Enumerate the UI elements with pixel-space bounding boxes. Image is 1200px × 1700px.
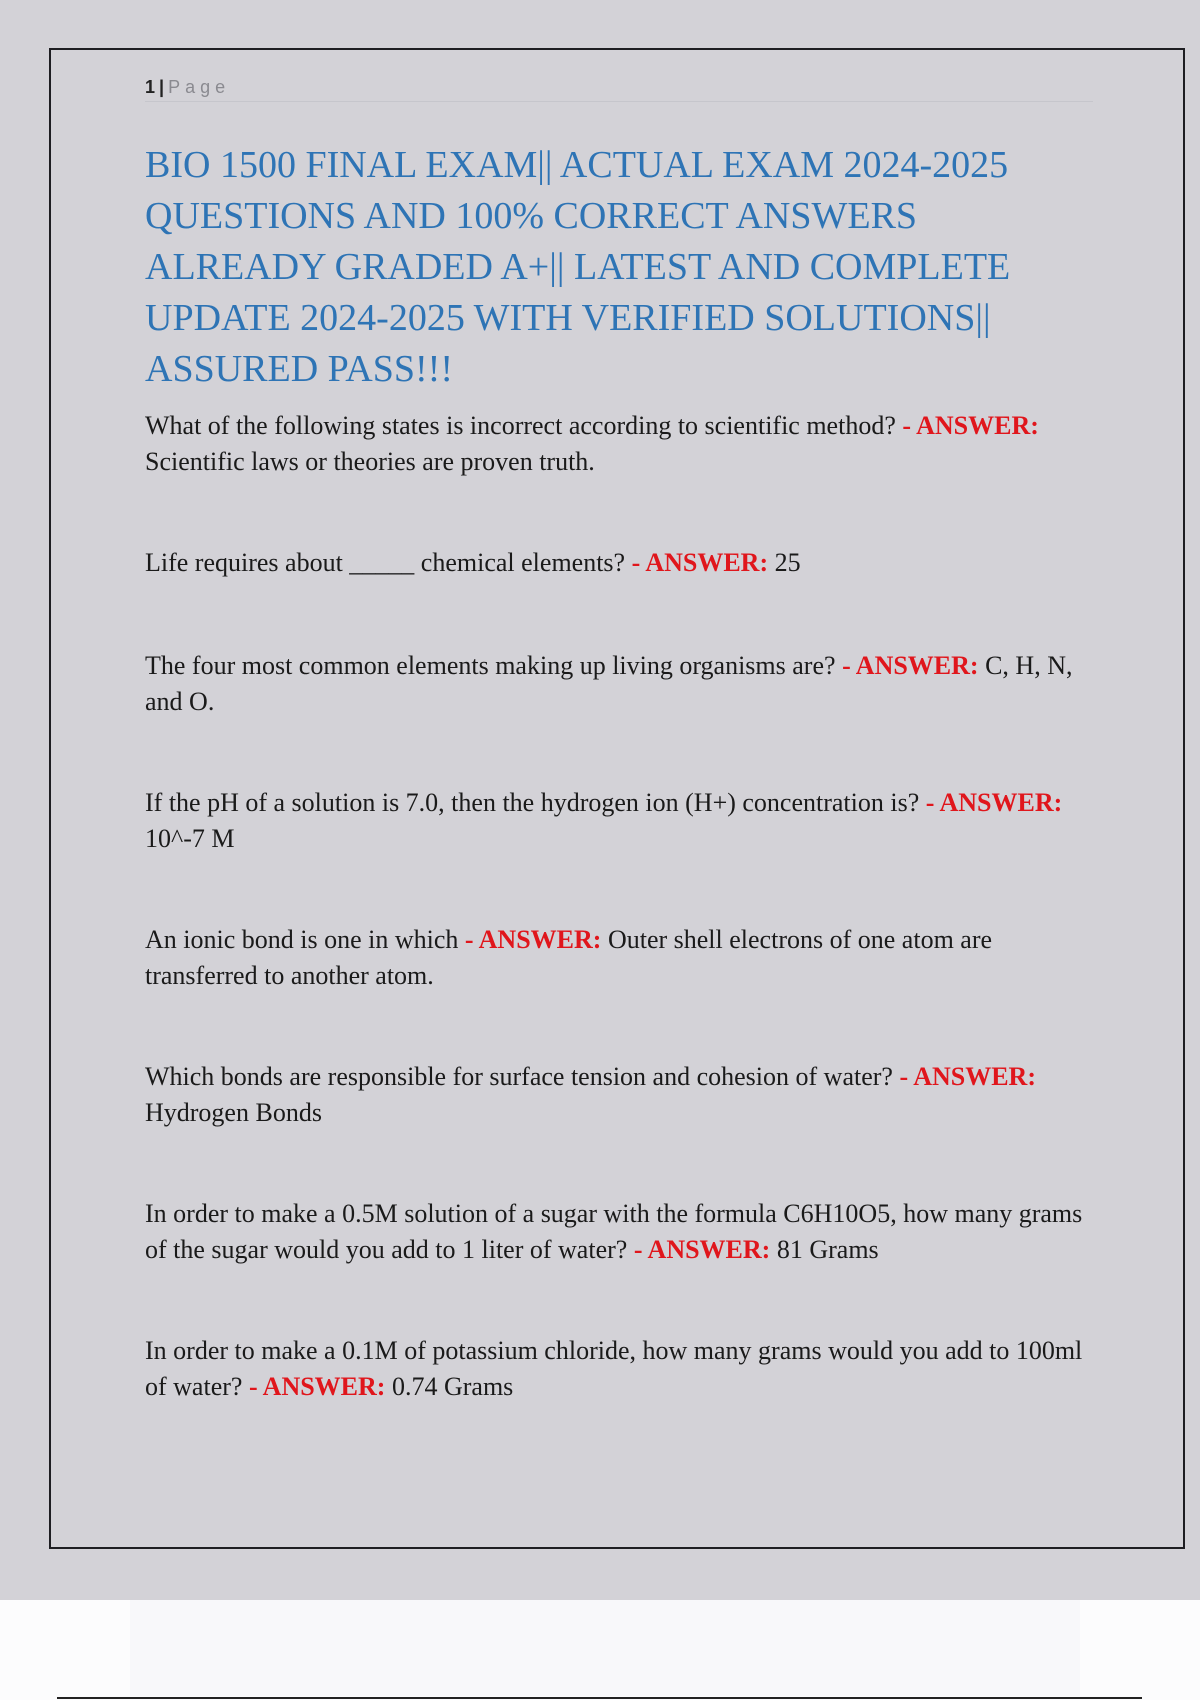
qa-item	[145, 408, 1090, 480]
page-header	[145, 73, 1093, 102]
page-word: Page	[168, 77, 231, 97]
answer-dash: -	[895, 411, 917, 440]
answer-label: ANSWER:	[913, 1062, 1036, 1091]
next-page-top-rule	[57, 1697, 1142, 1699]
answer-dash: -	[835, 651, 856, 680]
answer-label: ANSWER:	[645, 548, 769, 577]
answer-text: 25	[768, 548, 801, 577]
next-page-strip	[130, 1600, 1080, 1696]
question-text: Life requires about _____ chemical elements?	[145, 548, 626, 577]
answer-label: ANSWER:	[647, 1235, 771, 1264]
question-text: The four most common elements making up living organisms are?	[145, 651, 836, 680]
answer-dash: -	[919, 788, 940, 817]
answer-text: C, H, N, and O.	[145, 651, 1073, 716]
answer-dash: -	[458, 925, 479, 954]
answer-dash: -	[242, 1372, 263, 1401]
answer-label: ANSWER:	[478, 925, 602, 954]
qa-item	[145, 1333, 1090, 1405]
answer-text: Outer shell electrons of one atom are transferred to another atom.	[145, 925, 993, 990]
answer-label: ANSWER:	[916, 411, 1039, 440]
question-text: Which bonds are responsible for surface tension and cohesion of water?	[145, 1062, 893, 1091]
answer-dash: -	[627, 1235, 648, 1264]
answer-text: Hydrogen Bonds	[145, 1098, 322, 1127]
answer-label: ANSWER:	[262, 1372, 386, 1401]
qa-item	[145, 648, 1090, 720]
question-text: What of the following states is incorrect according to scientific method?	[145, 411, 896, 440]
page-separator: |	[159, 77, 165, 97]
answer-dash: -	[892, 1062, 914, 1091]
qa-item	[145, 1196, 1090, 1268]
qa-item	[145, 1059, 1090, 1131]
question-text: An ionic bond is one in which	[145, 925, 459, 954]
answer-label: ANSWER:	[855, 651, 979, 680]
answer-text: 81 Grams	[770, 1235, 879, 1264]
question-text: In order to make a 0.1M of potassium chloride, how many grams would you add to 100ml of water?	[145, 1336, 1083, 1401]
qa-list	[145, 408, 1090, 1405]
answer-text: 10^-7 M	[145, 824, 235, 853]
qa-item	[145, 922, 1090, 994]
answer-text: Scientific laws or theories are proven truth.	[145, 447, 595, 476]
document-title: BIO 1500 FINAL EXAM|| ACTUAL EXAM 2024-2025 QUESTIONS AND 100% CORRECT ANSWERS ALREADY GRADED A+|| LATEST AND COMPLETE UPDATE 2024-2025 WITH VERIFIED SOLUTIONS|| ASSURED PASS!!!	[145, 144, 1011, 390]
page-number: 1	[145, 77, 156, 97]
answer-label: ANSWER:	[939, 788, 1063, 817]
question-text: In order to make a 0.5M solution of a sugar with the formula C6H10O5, how many grams of the sugar would you add to 1 liter of water?	[145, 1199, 1083, 1264]
answer-text: 0.74 Grams	[385, 1372, 514, 1401]
answer-dash: -	[625, 548, 646, 577]
qa-item	[145, 545, 1090, 581]
qa-item	[145, 785, 1090, 857]
question-text: If the pH of a solution is 7.0, then the hydrogen ion (H+) concentration is?	[145, 788, 920, 817]
